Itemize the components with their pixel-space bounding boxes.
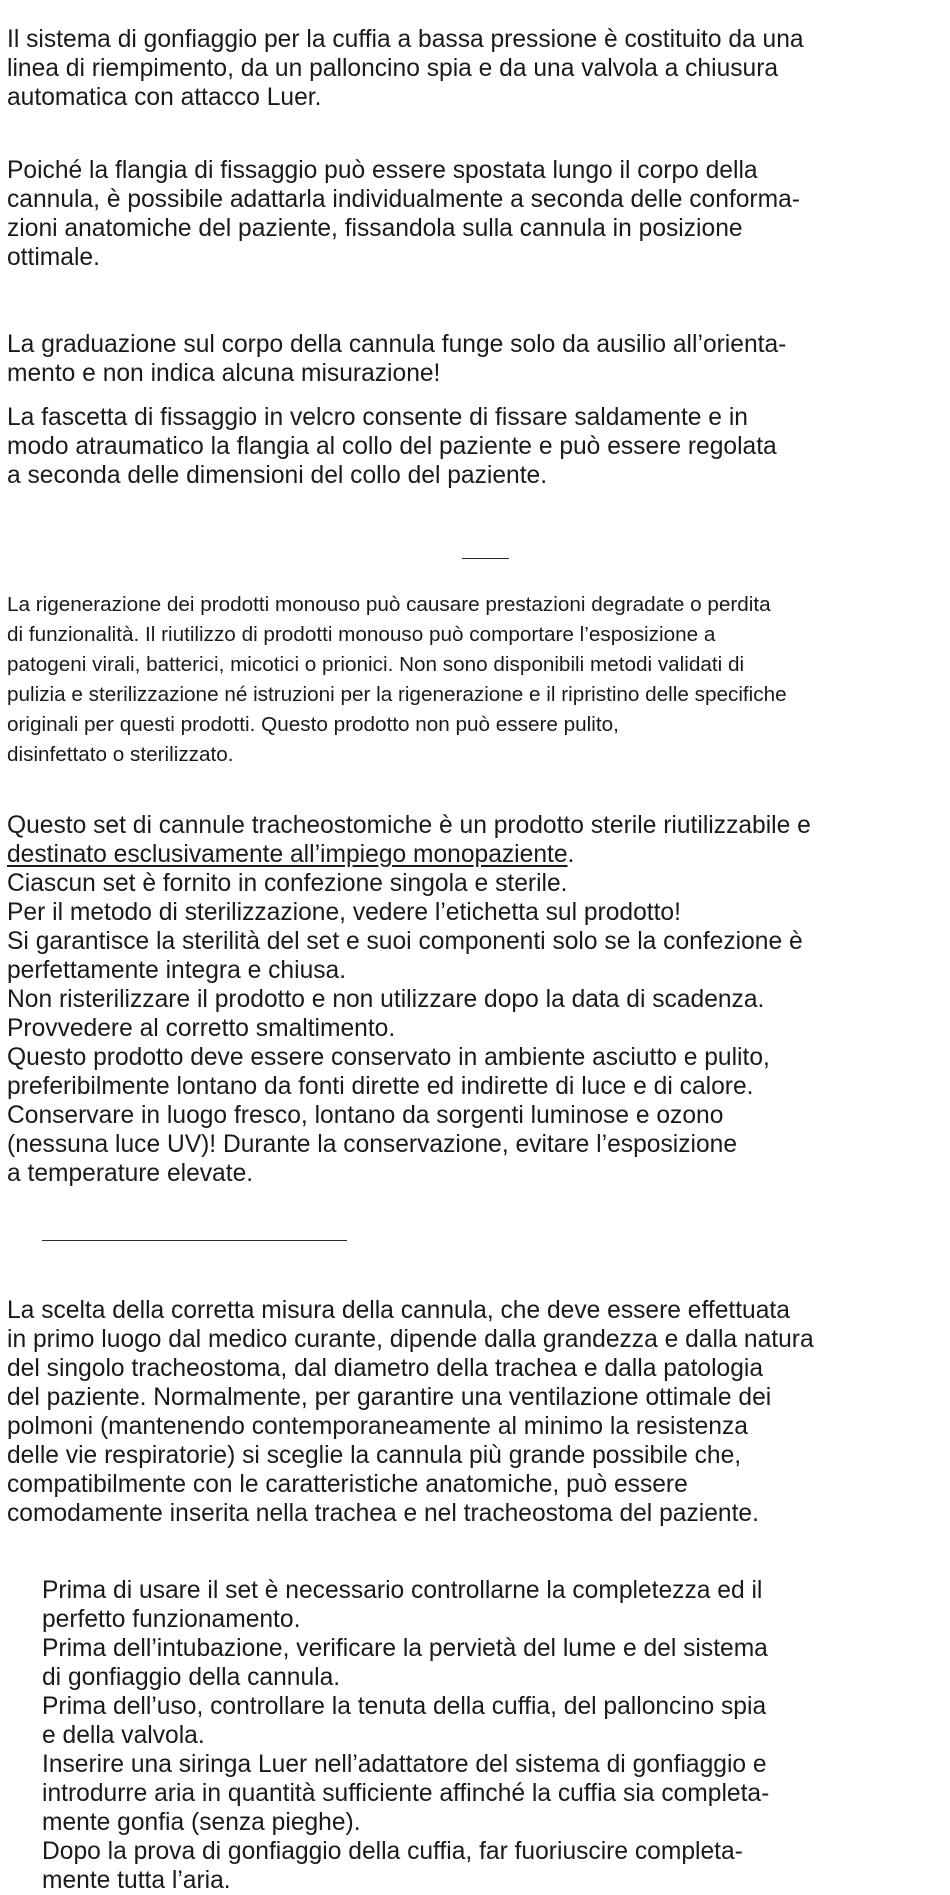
- text-line: mento e non indica alcuna misurazione!: [7, 360, 441, 387]
- text-line: Non risterilizzare il prodotto e non utilizzare dopo la data di scadenza.: [7, 986, 765, 1013]
- text-line: (nessuna luce UV)! Durante la conservazione, evitare l’esposizione: [7, 1131, 737, 1158]
- text-line: polmoni (mantenendo contemporaneamente al minimo la resistenza: [7, 1413, 748, 1440]
- text-line: a temperature elevate.: [7, 1160, 254, 1187]
- text-line: di funzionalità. Il riutilizzo di prodotti monouso può comportare l’esposizione a: [7, 623, 716, 646]
- text-line: mente gonfia (senza pieghe).: [42, 1809, 361, 1836]
- text-line: Questo set di cannule tracheostomiche è un prodotto sterile riutilizzabile e: [7, 812, 811, 839]
- paragraph-graduation-note: [7, 330, 942, 388]
- text-line: Provvedere al corretto smaltimento.: [7, 1015, 396, 1042]
- paragraph-pre-use-checks: [42, 1576, 942, 1895]
- text-line: comodamente inserita nella trachea e nel tracheostoma del paziente.: [7, 1500, 759, 1527]
- text-line: zioni anatomiche del paziente, fissandola sulla cannula in posizione: [7, 215, 743, 242]
- text-line: Prima dell’intubazione, verificare la pervietà del lume e del sistema: [42, 1635, 768, 1662]
- text-line: automatica con attacco Luer.: [7, 84, 322, 111]
- text-line: perfetto funzionamento.: [42, 1606, 301, 1633]
- text-line: preferibilmente lontano da fonti dirette ed indirette di luce e di calore.: [7, 1073, 754, 1100]
- short-divider: [462, 558, 509, 559]
- text-line: Dopo la prova di gonfiaggio della cuffia, far fuoriuscire completa-: [42, 1838, 743, 1865]
- text-line: linea di riempimento, da un palloncino spia e da una valvola a chiusura: [7, 55, 779, 82]
- text-line: introdurre aria in quantità sufficiente affinché la cuffia sia completa-: [42, 1780, 770, 1807]
- text-line: Ciascun set è fornito in confezione singola e sterile.: [7, 870, 568, 897]
- text-fragment: .: [567, 841, 575, 868]
- text-line: Questo prodotto deve essere conservato in ambiente asciutto e pulito,: [7, 1044, 770, 1071]
- paragraph-cuff-inflation-system: [7, 25, 942, 112]
- text-line: Poiché la flangia di fissaggio può essere spostata lungo il corpo della: [7, 157, 758, 184]
- text-line: Il sistema di gonfiaggio per la cuffia a bassa pressione è costituito da una: [7, 26, 804, 53]
- text-line: cannula, è possibile adattarla individualmente a seconda delle conforma-: [7, 186, 800, 213]
- text-line: mente tutta l’aria.: [42, 1867, 231, 1894]
- text-line: del paziente. Normalmente, per garantire una ventilazione ottimale dei: [7, 1384, 772, 1411]
- text-line: del singolo tracheostoma, dal diametro della trachea e dalla patologia: [7, 1355, 764, 1382]
- text-line: Prima di usare il set è necessario controllarne la completezza ed il: [42, 1577, 763, 1604]
- text-line: ottimale.: [7, 244, 100, 271]
- paragraph-velcro-strap: [7, 403, 942, 490]
- text-line: Per il metodo di sterilizzazione, vedere l’etichetta sul prodotto!: [7, 899, 681, 926]
- text-line: Si garantisce la sterilità del set e suoi componenti solo se la confezione è: [7, 928, 803, 955]
- text-line: La graduazione sul corpo della cannula funge solo da ausilio all’orienta-: [7, 331, 787, 358]
- text-line: La rigenerazione dei prodotti monouso può causare prestazioni degradate o perdita: [7, 593, 771, 616]
- text-line: Conservare in luogo fresco, lontano da sorgenti luminose e ozono: [7, 1102, 724, 1129]
- text-line: patogeni virali, batterici, micotici o prionici. Non sono disponibili metodi validati di: [7, 653, 745, 676]
- text-line: disinfettato o sterilizzato.: [7, 743, 234, 766]
- text-line: Prima dell’uso, controllare la tenuta della cuffia, del palloncino spia: [42, 1693, 767, 1720]
- text-line: a seconda delle dimensioni del collo del paziente.: [7, 462, 548, 489]
- text-line: modo atraumatico la flangia al collo del paziente e può essere regolata: [7, 433, 777, 460]
- paragraph-flange-adjustment: [7, 156, 942, 272]
- text-line: pulizia e sterilizzazione né istruzioni per la rigenerazione e il ripristino delle specifiche: [7, 683, 787, 706]
- text-line: La fascetta di fissaggio in velcro consente di fissare saldamente e in: [7, 404, 748, 431]
- text-line: Inserire una siringa Luer nell’adattatore del sistema di gonfiaggio e: [42, 1751, 767, 1778]
- text-line: delle vie respiratorie) si sceglie la cannula più grande possibile che,: [7, 1442, 742, 1469]
- text-line: [7, 840, 942, 869]
- paragraph-cannula-size-selection: [7, 1296, 942, 1528]
- underlined-text: destinato esclusivamente all’impiego monopaziente: [7, 841, 568, 868]
- paragraph-single-use-warning: [7, 590, 942, 770]
- text-line: di gonfiaggio della cannula.: [42, 1664, 341, 1691]
- text-line: in primo luogo dal medico curante, dipende dalla grandezza e dalla natura: [7, 1326, 814, 1353]
- text-line: perfettamente integra e chiusa.: [7, 957, 347, 984]
- text-line: e della valvola.: [42, 1722, 205, 1749]
- text-line: compatibilmente con le caratteristiche anatomiche, può essere: [7, 1471, 688, 1498]
- section-divider: [42, 1240, 347, 1241]
- text-line: originali per questi prodotti. Questo prodotto non può essere pulito,: [7, 713, 619, 736]
- paragraph-sterility-storage: [7, 811, 942, 1188]
- text-line: La scelta della corretta misura della cannula, che deve essere effettuata: [7, 1297, 790, 1324]
